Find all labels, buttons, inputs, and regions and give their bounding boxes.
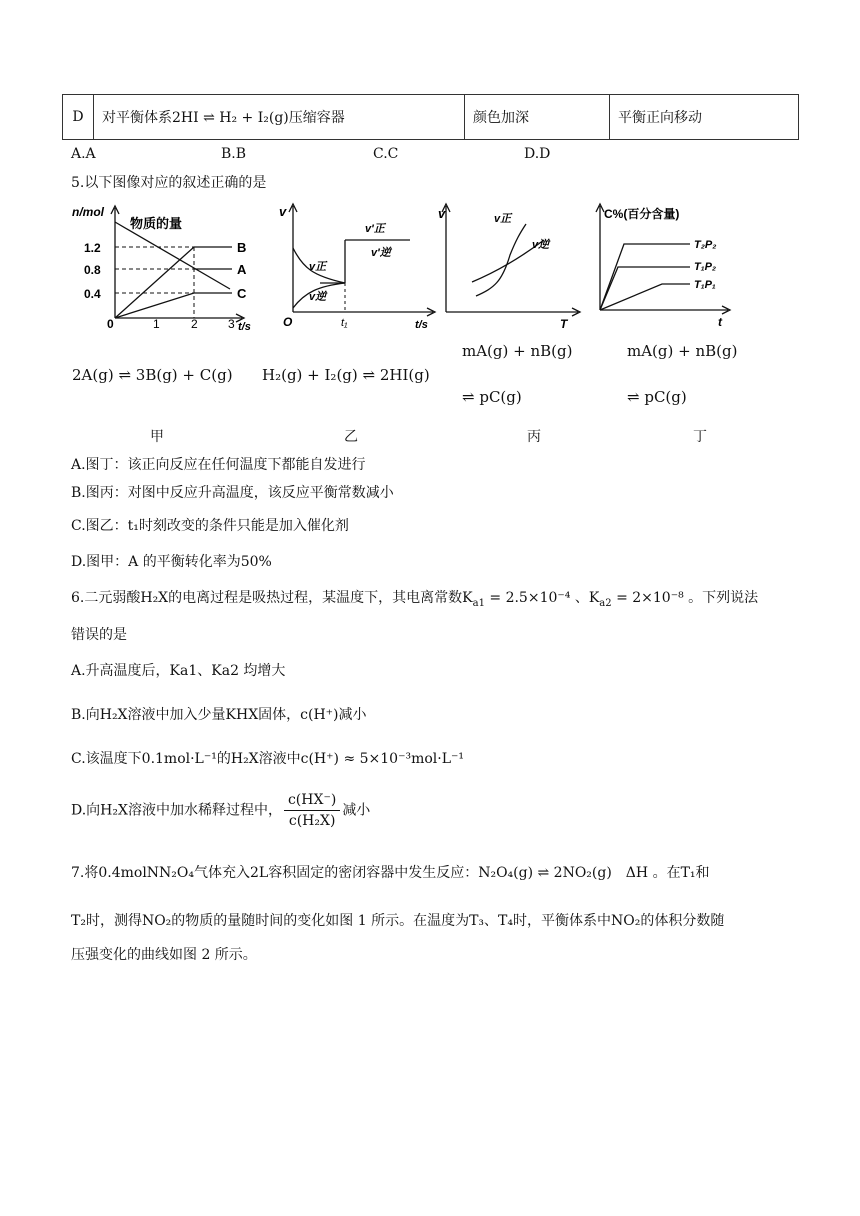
q6-stem-part-1: 6.二元弱酸H₂X的电离过程是吸热过程，某温度下，其电离常数K [71, 590, 473, 606]
graph-bing [436, 200, 586, 335]
row-content [94, 95, 465, 140]
q6-option-a: A.升高温度后，Ka1、Ka2 均增大 [71, 663, 286, 679]
jia-series-b: B [237, 240, 247, 255]
row-content-equation: 2HI ⇌ H₂ + I₂(g) [172, 110, 289, 126]
yi-equation: H₂(g) + I₂(g) ⇌ 2HI(g) [262, 366, 430, 384]
q6-stem-part-3: = 2×10⁻⁸ 。下列说法 [611, 590, 759, 606]
caption-yi: 乙 [344, 429, 358, 445]
yi-v-ni-prime-label: v′逆 [371, 247, 391, 259]
q4-option-b: B.B [221, 146, 247, 162]
yi-v-zheng-prime-label: v′正 [365, 223, 385, 235]
q6-stem [71, 587, 758, 609]
row-content-suffix: 压缩容器 [288, 110, 345, 126]
jia-series-c: C [237, 286, 247, 301]
ding-equation-2: ⇌ pC(g) [627, 388, 687, 406]
q4-option-a: A.A [71, 146, 96, 162]
graph-jia [70, 200, 270, 335]
yi-ylabel: v [279, 204, 287, 219]
q5-option-b: B.图丙：对图中反应升高温度，该反应平衡常数减小 [71, 485, 394, 501]
bing-xlabel: T [560, 317, 568, 331]
series-b-line [115, 247, 232, 318]
ding-xlabel: t [718, 315, 722, 329]
q6-stem-part-2: = 2.5×10⁻⁴ 、K [484, 590, 600, 606]
bing-v-zheng-label: v正 [494, 213, 512, 225]
row-phenomenon: 颜色加深 [465, 95, 610, 140]
jia-equation: 2A(g) ⇌ 3B(g) + C(g) [72, 366, 233, 384]
q7-line-1: 7.将0.4molNN₂O₄气体充入2L容积固定的密闭容器中发生反应：N₂O₄(g) ⇌ 2NO₂(g) ΔH 。在T₁和 [71, 865, 710, 881]
ding-label-t2p2: T₂P₂ [694, 239, 717, 251]
ding-label-t1p1: T₁P₁ [694, 279, 716, 291]
jia-ytick-3: 0.4 [84, 287, 101, 301]
q7-line-3: 压强变化的曲线如图 2 所示。 [71, 947, 257, 963]
bing-v-zheng-curve [476, 224, 526, 296]
bing-equation-1: mA(g) + nB(g) [462, 342, 573, 360]
jia-ytick-2: 0.8 [84, 263, 101, 277]
ding-label-t1p2: T₁P₂ [694, 261, 717, 273]
jia-xlabel: t/s [238, 321, 251, 333]
yi-v-zheng-label: v正 [309, 261, 327, 273]
yi-t1: t₁ [341, 317, 348, 329]
q7-line-2: T₂时，测得NO₂的物质的量随时间的变化如图 1 所示。在温度为T₃、T₄时，平衡体系中NO₂的体积分数随 [71, 913, 725, 929]
q5-option-a: A.图丁：该正向反应在任何温度下都能自发进行 [71, 457, 366, 473]
fraction-numerator: c(HX⁻) [284, 790, 340, 811]
q6-ka2-sub: a2 [599, 597, 612, 609]
caption-jia: 甲 [150, 429, 164, 445]
row-label: D [63, 95, 94, 140]
ding-equation-1: mA(g) + nB(g) [627, 342, 738, 360]
series-c-line [115, 293, 232, 318]
bing-v-ni-label: v逆 [532, 239, 550, 251]
q5-option-c: C.图乙：t₁时刻改变的条件只能是加入催化剂 [71, 518, 349, 534]
yi-v-ni-label: v逆 [309, 291, 327, 303]
yi-xlabel: t/s [415, 319, 428, 331]
fraction-denominator: c(H₂X) [288, 813, 336, 829]
jia-xtick-0: 0 [107, 317, 114, 331]
graph-yi [275, 200, 440, 335]
q6-stem-line2: 错误的是 [71, 627, 127, 643]
jia-xtick-1: 1 [153, 317, 160, 331]
jia-ylabel: n/mol [72, 205, 104, 219]
jia-xtick-2: 2 [191, 317, 198, 331]
q6-option-d-prefix: D.向H₂X溶液中加水稀释过程中， [71, 802, 282, 819]
q6-option-b: B.向H₂X溶液中加入少量KHX固体，c(H⁺)减小 [71, 707, 367, 723]
bing-equation-2: ⇌ pC(g) [462, 388, 522, 406]
table-row [63, 95, 799, 140]
q4-option-c: C.C [373, 146, 399, 162]
q5-stem: 5.以下图像对应的叙述正确的是 [71, 175, 267, 191]
series-a-line [115, 222, 230, 289]
q6-option-d [71, 790, 370, 831]
ding-series-t1p1 [600, 284, 690, 310]
q6-ka1-sub: a1 [472, 597, 485, 609]
option-table [62, 94, 799, 140]
bing-ylabel: v [438, 206, 446, 221]
jia-title: 物质的量 [130, 216, 183, 231]
row-conclusion: 平衡正向移动 [610, 95, 799, 140]
caption-ding: 丁 [693, 429, 707, 445]
graph-ding [590, 200, 740, 335]
jia-series-a: A [237, 262, 247, 277]
q4-option-d: D.D [524, 146, 551, 162]
q6-option-c: C.该温度下0.1mol·L⁻¹的H₂X溶液中c(H⁺) ≈ 5×10⁻³mol·L⁻¹ [71, 751, 465, 767]
q6-option-d-suffix: 减小 [342, 802, 371, 819]
jia-ytick-1: 1.2 [84, 241, 101, 255]
ding-ylabel: C%(百分含量) [604, 207, 680, 221]
row-content-prefix: 对平衡体系 [102, 110, 172, 126]
q6-option-d-fraction [284, 790, 340, 831]
jia-xtick-3: 3 [228, 317, 235, 331]
yi-origin: O [283, 315, 293, 329]
caption-bing: 丙 [527, 429, 541, 445]
q5-option-d: D.图甲：A 的平衡转化率为50% [71, 554, 272, 570]
